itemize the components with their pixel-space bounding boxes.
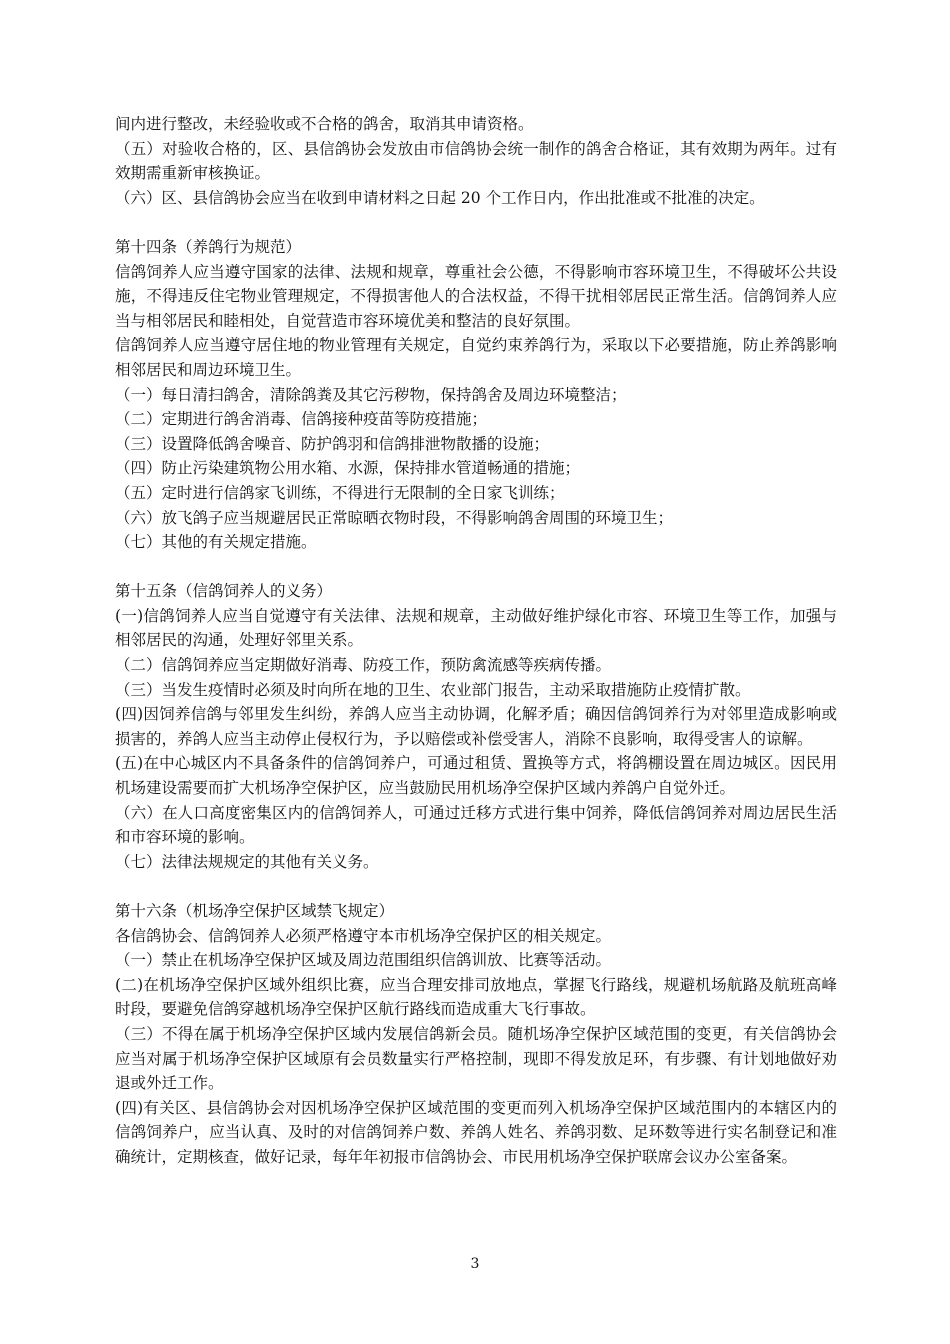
list-item: （一）每日清扫鸽舍，清除鸽粪及其它污秽物，保持鸽舍及周边环境整洁； bbox=[115, 385, 627, 404]
blank-line bbox=[115, 874, 837, 899]
list-item: （三）当发生疫情时必须及时向所在地的卫生、农业部门报告，主动采取措施防止疫情扩散。 bbox=[115, 680, 751, 699]
blank-line bbox=[115, 555, 837, 580]
list-item: (四)有关区、县信鸽协会对因机场净空保护区域范围的变更而列入机场净空保护区域范围内的本辖区内的信鸽饲养户，应当认真、及时的对信鸽饲养户数、养鸽人姓名、养鸽羽数、足环数等进行实名制登记和准确统计，定期核查，做好记录，每年年初报市信鸽协会、市民用机场净空保护联席会议办公室备案。 bbox=[115, 1098, 837, 1166]
list-item: （二）定期进行鸽舍消毒、信鸽接种疫苗等防疫措施； bbox=[115, 410, 488, 429]
list-item: （一）禁止在机场净空保护区域及周边范围组织信鸽训放、比赛等活动。 bbox=[115, 951, 612, 970]
list-item: （三）不得在属于机场净空保护区域内发展信鸽新会员。随机场净空保护区域范围的变更，有关信鸽协会应当对属于机场净空保护区域原有会员数量实行严格控制，现即不得发放足环，有步骤、有计划地做好劝退或外迁工作。 bbox=[115, 1024, 837, 1093]
paragraph: 各信鸽协会、信鸽饲养人必须严格遵守本市机场净空保护区的相关规定。 bbox=[115, 926, 612, 945]
blank-line bbox=[115, 210, 837, 235]
paragraph: 间内进行整改，未经验收或不合格的鸽舍，取消其申请资格。 bbox=[115, 115, 534, 133]
paragraph: 信鸽饲养人应当遵守国家的法律、法规和规章，尊重社会公德，不得影响市容环境卫生，不得破坏公共设施，不得违反住宅物业管理规定，不得损害他人的合法权益，不得干扰相邻居民正常生活。信鸽饲养人应当与相邻居民和睦相处，自觉营造市容环境优美和整洁的良好氛围。 bbox=[115, 262, 837, 330]
list-item: （七）法律法规规定的其他有关义务。 bbox=[115, 852, 379, 871]
paragraph: （五）对验收合格的，区、县信鸽协会发放由市信鸽协会统一制作的鸽舍合格证，其有效期为两年。过有效期需重新审核换证。 bbox=[115, 139, 837, 183]
article-title: 第十四条（养鸽行为规范） bbox=[115, 237, 302, 256]
list-item: （四）防止污染建筑物公用水箱、水源，保持排水管道畅通的措施； bbox=[115, 459, 581, 478]
paragraph: （六）区、县信鸽协会应当在收到申请材料之日起 20 个工作日内，作出批准或不批准的决定。 bbox=[115, 188, 765, 207]
list-item: (一)信鸽饲养人应当自觉遵守有关法律、法规和规章，主动做好维护绿化市容、环境卫生等工作，加强与相邻居民的沟通，处理好邻里关系。 bbox=[115, 606, 837, 650]
document-body bbox=[115, 112, 837, 1170]
article-title: 第十六条（机场净空保护区域禁飞规定） bbox=[115, 902, 395, 920]
list-item: （六）在人口高度密集区内的信鸽饲养人，可通过迁移方式进行集中饲养，降低信鸽饲养对周边居民生活和市容环境的影响。 bbox=[115, 803, 837, 847]
list-item: （七）其他的有关规定措施。 bbox=[115, 533, 317, 552]
list-item: （六）放飞鸽子应当规避居民正常晾晒衣物时段，不得影响鸽舍周围的环境卫生； bbox=[115, 508, 674, 527]
list-item: （二）信鸽饲养应当定期做好消毒、防疫工作，预防禽流感等疾病传播。 bbox=[115, 656, 612, 675]
list-item: (四)因饲养信鸽与邻里发生纠纷，养鸽人应当主动协调，化解矛盾；确因信鸽饲养行为对邻里造成影响或损害的，养鸽人应当主动停止侵权行为，予以赔偿或补偿受害人，消除不良影响，取得受害人的谅解。 bbox=[115, 705, 837, 748]
list-item: (二)在机场净空保护区域外组织比赛，应当合理安排司放地点，掌握飞行路线，规避机场航路及航班高峰时段，要避免信鸽穿越机场净空保护区航行路线而造成重大飞行事故。 bbox=[115, 975, 837, 1019]
article-title: 第十五条（信鸽饲养人的义务） bbox=[115, 582, 333, 601]
list-item: （三）设置降低鸽舍噪音、防护鸽羽和信鸽排泄物散播的设施； bbox=[115, 434, 550, 453]
list-item: （五）定时进行信鸽家飞训练，不得进行无限制的全日家飞训练； bbox=[115, 483, 565, 502]
list-item: (五)在中心城区内不具备条件的信鸽饲养户，可通过租赁、置换等方式，将鸽棚设置在周边城区。因民用机场建设需要而扩大机场净空保护区，应当鼓励民用机场净空保护区域内养鸽户自觉外迁。 bbox=[115, 754, 837, 798]
paragraph: 信鸽饲养人应当遵守居住地的物业管理有关规定，自觉约束养鸽行为，采取以下必要措施，防止养鸽影响相邻居民和周边环境卫生。 bbox=[115, 336, 837, 379]
page-number: 3 bbox=[470, 1256, 480, 1272]
